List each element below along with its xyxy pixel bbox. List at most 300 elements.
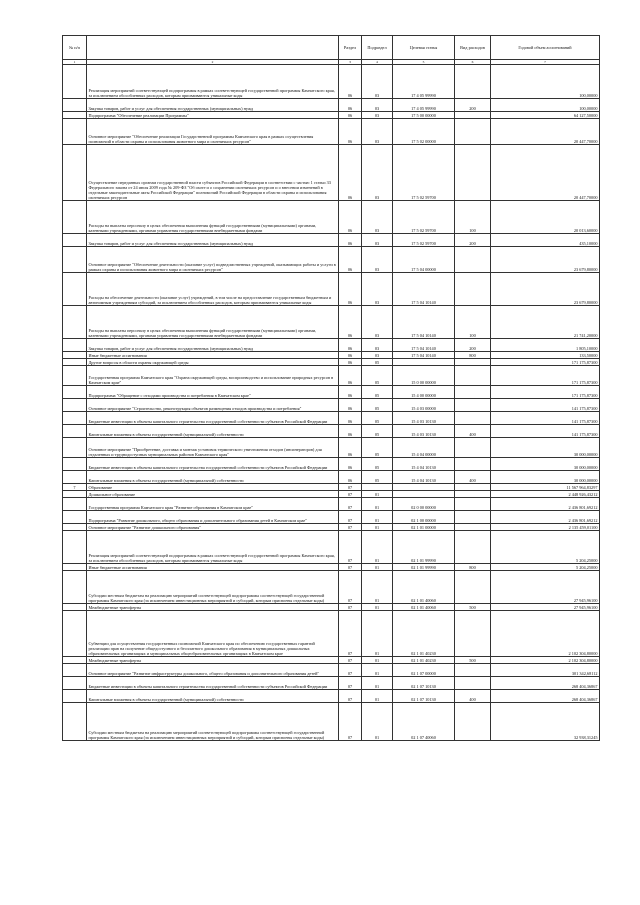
row-name: Подпрограмма "Развитие дошкольного, общего образования и дополнительного образования детей в Камчатском крае"	[87, 511, 339, 524]
row-subsection: 01	[362, 498, 393, 511]
row-subsection: 01	[362, 571, 393, 604]
table-row	[63, 498, 600, 511]
row-subsection: 05	[362, 458, 393, 471]
table-row	[63, 703, 600, 741]
row-expense-type	[455, 571, 491, 604]
row-amount: 171 175,87300	[491, 366, 600, 386]
row-section: 06	[339, 366, 362, 386]
row-number	[63, 201, 87, 234]
row-expense-type	[455, 412, 491, 425]
row-name: Межбюджетные трансферты	[87, 604, 339, 611]
header-expense-type: Вид расходов	[455, 36, 491, 60]
row-name: Бюджетные инвестиции в объекты капитального строительства государственной собственности субъектов Российской Федерации	[87, 412, 339, 425]
budget-table-page	[62, 35, 599, 741]
row-subsection: 03	[362, 273, 393, 306]
row-subsection: 03	[362, 99, 393, 112]
row-amount: 268 404,36867	[491, 690, 600, 703]
row-expense-type	[455, 119, 491, 145]
row-amount: 21 741,20000	[491, 306, 600, 339]
row-subsection: 03	[362, 112, 393, 119]
row-name: Расходы на выплаты персоналу в целях обеспечения выполнения функций государственными (муниципальными) органами, казенными учреждениями, органами управления государственными внебюджетными фондами	[87, 306, 339, 339]
row-number	[63, 412, 87, 425]
table-row	[63, 247, 600, 273]
table-row	[63, 531, 600, 564]
row-section: 06	[339, 306, 362, 339]
table-row	[63, 511, 600, 524]
row-name: Иные бюджетные ассигнования	[87, 564, 339, 571]
row-section: 06	[339, 273, 362, 306]
row-number	[63, 458, 87, 471]
row-target-article: 02 1 01 40230	[393, 657, 455, 664]
header-target-article: Целевая статья	[393, 36, 455, 60]
row-name: Межбюджетные трансферты	[87, 657, 339, 664]
row-number	[63, 611, 87, 657]
column-number: 5	[393, 60, 455, 65]
row-target-article: 17 5 04 10140	[393, 339, 455, 352]
row-number	[63, 273, 87, 306]
table-row	[63, 604, 600, 611]
table-row	[63, 112, 600, 119]
row-expense-type: 500	[455, 604, 491, 611]
row-section: 06	[339, 412, 362, 425]
row-number	[63, 491, 87, 498]
row-subsection: 03	[362, 339, 393, 352]
row-target-article: 17 5 04 10140	[393, 352, 455, 359]
row-expense-type	[455, 664, 491, 677]
header-section: Раздел	[339, 36, 362, 60]
row-expense-type: 200	[455, 339, 491, 352]
row-amount: 435,10000	[491, 234, 600, 247]
row-number	[63, 99, 87, 112]
row-number	[63, 438, 87, 458]
row-subsection: 01	[362, 564, 393, 571]
row-number	[63, 703, 87, 741]
row-number	[63, 352, 87, 359]
row-expense-type	[455, 399, 491, 412]
row-subsection: 03	[362, 247, 393, 273]
row-expense-type	[455, 438, 491, 458]
table-row	[63, 611, 600, 657]
row-expense-type	[455, 703, 491, 741]
row-target-article: 02 1 01 40230	[393, 611, 455, 657]
table-row	[63, 657, 600, 664]
row-amount: 20 447,70000	[491, 145, 600, 201]
row-target-article	[393, 359, 455, 366]
row-expense-type	[455, 65, 491, 99]
row-name: Государственная программа Камчатского края "Развитие образования в Камчатском крае"	[87, 498, 339, 511]
row-target-article: 15 4 03 10130	[393, 425, 455, 438]
row-subsection: 05	[362, 399, 393, 412]
row-expense-type	[455, 611, 491, 657]
row-name: Основное мероприятие "Развитие дошкольного образования"	[87, 524, 339, 531]
row-name: Подпрограмма "Обращение с отходами производства и потребления в Камчатском крае"	[87, 386, 339, 399]
row-amount: 268 404,36867	[491, 677, 600, 690]
row-target-article: 15 4 04 10130	[393, 458, 455, 471]
row-amount: 141 175,87300	[491, 412, 600, 425]
row-section: 07	[339, 677, 362, 690]
row-expense-type: 100	[455, 201, 491, 234]
row-name: Реализация мероприятий соответствующей подпрограммы в рамках соответствующей государственной программы Камчатского края, за исключением обособленных расходов, которым присваиваются уникальные коды	[87, 531, 339, 564]
row-subsection: 05	[362, 359, 393, 366]
row-name: Иные бюджетные ассигнования	[87, 352, 339, 359]
row-amount: 2 102 304,80000	[491, 657, 600, 664]
row-target-article: 02 1 07 10130	[393, 677, 455, 690]
row-target-article: 02 1 01 99990	[393, 531, 455, 564]
table-row	[63, 677, 600, 690]
row-number	[63, 571, 87, 604]
row-section: 07	[339, 511, 362, 524]
row-number: 7	[63, 484, 87, 491]
table-row	[63, 425, 600, 438]
row-subsection: 01	[362, 690, 393, 703]
row-section: 06	[339, 339, 362, 352]
row-name: Осуществление переданных органам государственной власти субъектов Российской Федерации в соответствии с частью 1 статьи 33 Федерального закона от 24 июля 2009 года № 209-ФЗ "Об охоте и о сохранении охотничьих ресурсов и о внесении изменений в отдельные законодательные акты Российской Федерации" полномочий Российской Федерации в области охраны и использования охотничьих ресурсов	[87, 145, 339, 201]
table-row	[63, 471, 600, 484]
row-number	[63, 664, 87, 677]
row-section: 07	[339, 604, 362, 611]
row-subsection: 01	[362, 657, 393, 664]
row-number	[63, 366, 87, 386]
row-expense-type	[455, 145, 491, 201]
row-section: 06	[339, 99, 362, 112]
table-row	[63, 412, 600, 425]
row-amount: 64 127,50000	[491, 112, 600, 119]
row-number	[63, 339, 87, 352]
row-expense-type	[455, 359, 491, 366]
row-target-article: 15 4 03 10130	[393, 412, 455, 425]
row-section: 06	[339, 119, 362, 145]
row-amount: 11 567 964,83297	[491, 484, 600, 491]
row-amount: 23 679,80000	[491, 247, 600, 273]
row-subsection: 01	[362, 664, 393, 677]
table-row	[63, 571, 600, 604]
row-number	[63, 564, 87, 571]
row-subsection: 01	[362, 511, 393, 524]
budget-table	[62, 35, 600, 741]
row-name: Субсидии местным бюджетам на реализацию мероприятий соответствующей подпрограммы соответствующей государственной программы Камчатского края (за исключением инвестиционных мероприятий и субсидий, которым присвоены отдельные коды)	[87, 571, 339, 604]
table-row	[63, 145, 600, 201]
row-expense-type	[455, 386, 491, 399]
row-expense-type	[455, 273, 491, 306]
row-name: Расходы на обеспечение деятельности (оказание услуг) учреждений, в том числе на предоставление государственным бюджетным и автономным учреждениям субсидий, за исключением обособленных расходов, которым присваиваются уникальные коды	[87, 273, 339, 306]
table-row	[63, 306, 600, 339]
row-amount: 23 679,80000	[491, 273, 600, 306]
row-expense-type: 500	[455, 657, 491, 664]
row-amount: 27 945,96100	[491, 604, 600, 611]
row-subsection: 03	[362, 65, 393, 99]
row-number	[63, 399, 87, 412]
row-number	[63, 234, 87, 247]
row-amount: 2 436 801,69212	[491, 511, 600, 524]
row-subsection	[362, 484, 393, 491]
row-number	[63, 119, 87, 145]
row-amount: 301 342,68112	[491, 664, 600, 677]
table-body	[63, 65, 600, 741]
row-section: 07	[339, 571, 362, 604]
row-amount: 30 000,00000	[491, 458, 600, 471]
header-annual-amount: Годовой объем ассигнований	[491, 36, 600, 60]
row-number	[63, 677, 87, 690]
row-section: 07	[339, 498, 362, 511]
table-row	[63, 119, 600, 145]
row-number	[63, 657, 87, 664]
row-amount: 1 805,10000	[491, 339, 600, 352]
row-subsection: 03	[362, 201, 393, 234]
row-section: 06	[339, 247, 362, 273]
row-amount: 2 436 801,69212	[491, 498, 600, 511]
row-amount: 5 204,25000	[491, 564, 600, 571]
row-section: 06	[339, 65, 362, 99]
row-amount: 30 000,00000	[491, 471, 600, 484]
row-target-article	[393, 491, 455, 498]
row-section: 07	[339, 524, 362, 531]
row-expense-type	[455, 458, 491, 471]
row-target-article: 17 5 02 59700	[393, 234, 455, 247]
column-number: 2	[87, 60, 339, 65]
table-row	[63, 273, 600, 306]
row-target-article: 17 5 04 10140	[393, 273, 455, 306]
row-section: 07	[339, 564, 362, 571]
row-target-article: 17 5 04 00000	[393, 247, 455, 273]
row-section: 06	[339, 438, 362, 458]
row-amount: 133,50000	[491, 352, 600, 359]
row-number	[63, 112, 87, 119]
row-number	[63, 498, 87, 511]
table-row	[63, 366, 600, 386]
row-target-article: 02 1 07 00000	[393, 664, 455, 677]
row-number	[63, 306, 87, 339]
row-section: 06	[339, 399, 362, 412]
row-target-article: 17 5 02 00000	[393, 119, 455, 145]
row-name: Закупка товаров, работ и услуг для обеспечения государственных (муниципальных) нужд	[87, 234, 339, 247]
row-number	[63, 65, 87, 99]
row-expense-type	[455, 247, 491, 273]
row-section: 06	[339, 425, 362, 438]
row-section: 07	[339, 690, 362, 703]
row-section: 06	[339, 386, 362, 399]
row-name: Капитальные вложения в объекты государственной (муниципальной) собственности	[87, 425, 339, 438]
row-amount: 20 013,60000	[491, 201, 600, 234]
row-target-article: 15 4 00 00000	[393, 386, 455, 399]
table-row	[63, 690, 600, 703]
row-name: Капитальные вложения в объекты государственной (муниципальной) собственности	[87, 690, 339, 703]
table-row	[63, 201, 600, 234]
row-subsection: 03	[362, 352, 393, 359]
row-section: 06	[339, 458, 362, 471]
row-amount: 5 204,25000	[491, 531, 600, 564]
row-subsection: 05	[362, 366, 393, 386]
row-subsection: 01	[362, 531, 393, 564]
row-name: Капитальные вложения в объекты государственной (муниципальной) собственности	[87, 471, 339, 484]
row-number	[63, 145, 87, 201]
table-row	[63, 399, 600, 412]
row-subsection: 01	[362, 524, 393, 531]
row-target-article: 02 1 00 00000	[393, 511, 455, 524]
row-subsection: 05	[362, 438, 393, 458]
table-row	[63, 524, 600, 531]
table-row	[63, 386, 600, 399]
row-number	[63, 524, 87, 531]
row-name: Основное мероприятие "Обеспечение реализации Государственной программы Камчатского края в рамках осуществления полномочий в области охраны и использования животного мира и охотничьих ресурсов"	[87, 119, 339, 145]
table-row	[63, 234, 600, 247]
row-expense-type: 400	[455, 471, 491, 484]
row-expense-type: 200	[455, 99, 491, 112]
row-name: Основное мероприятие "Развитие инфраструктуры дошкольного, общего образования и дополнительного образования детей"	[87, 664, 339, 677]
row-expense-type: 400	[455, 690, 491, 703]
row-expense-type	[455, 498, 491, 511]
row-target-article	[393, 484, 455, 491]
row-target-article: 02 0 00 00000	[393, 498, 455, 511]
row-section: 07	[339, 664, 362, 677]
row-name: Бюджетные инвестиции в объекты капитального строительства государственной собственности субъектов Российской Федерации	[87, 677, 339, 690]
row-expense-type	[455, 511, 491, 524]
table-row	[63, 352, 600, 359]
row-number	[63, 386, 87, 399]
row-amount: 141 175,87300	[491, 425, 600, 438]
row-name: Реализация мероприятий соответствующей подпрограммы в рамках соответствующей государственной программы Камчатского края, за исключением обособленных расходов, которым присваиваются уникальные коды	[87, 65, 339, 99]
row-amount: 141 175,87300	[491, 399, 600, 412]
row-amount: 171 175,87300	[491, 359, 600, 366]
row-number	[63, 425, 87, 438]
row-subsection: 01	[362, 677, 393, 690]
table-row	[63, 484, 600, 491]
row-number	[63, 604, 87, 611]
row-expense-type: 800	[455, 564, 491, 571]
row-name: Субсидии местным бюджетам на реализацию мероприятий соответствующей подпрограммы соответствующей государственной программы Камчатского края (за исключением инвестиционных мероприятий и субсидий, которым присвоены отдельные коды)	[87, 703, 339, 741]
row-subsection: 01	[362, 604, 393, 611]
row-subsection: 03	[362, 119, 393, 145]
row-target-article: 02 1 01 99990	[393, 564, 455, 571]
row-subsection: 01	[362, 611, 393, 657]
row-section: 07	[339, 657, 362, 664]
row-number	[63, 359, 87, 366]
row-section: 07	[339, 491, 362, 498]
row-expense-type	[455, 677, 491, 690]
row-target-article: 02 1 01 40060	[393, 571, 455, 604]
row-target-article: 17 5 02 59700	[393, 201, 455, 234]
row-section: 06	[339, 145, 362, 201]
table-row	[63, 458, 600, 471]
row-target-article: 15 0 00 00000	[393, 366, 455, 386]
row-section: 07	[339, 531, 362, 564]
row-subsection: 01	[362, 703, 393, 741]
row-target-article: 02 1 07 40060	[393, 703, 455, 741]
table-row	[63, 438, 600, 458]
row-name: Другие вопросы в области охраны окружающей среды	[87, 359, 339, 366]
row-amount: 2 102 304,80000	[491, 611, 600, 657]
row-target-article: 02 1 07 10130	[393, 690, 455, 703]
row-name: Государственная программа Камчатского края "Охрана окружающей среды, воспроизводство и использование природных ресурсов в Камчатском крае"	[87, 366, 339, 386]
row-subsection: 05	[362, 425, 393, 438]
row-expense-type	[455, 484, 491, 491]
column-number: 1	[63, 60, 87, 65]
header-subsection: Подраздел	[362, 36, 393, 60]
row-expense-type	[455, 524, 491, 531]
row-target-article: 17 4 05 99990	[393, 65, 455, 99]
row-amount: 100,00000	[491, 99, 600, 112]
row-section: 07	[339, 703, 362, 741]
column-number: 3	[339, 60, 362, 65]
row-amount: 32 938,31245	[491, 703, 600, 741]
header-name	[87, 36, 339, 60]
table-row	[63, 564, 600, 571]
row-number	[63, 531, 87, 564]
row-name: Основное мероприятие "Приобретение, доставка и монтаж установок термического уничтожения отходов (инсинераторов) для отдаленных и труднодоступных муниципальных районов Камчатского края"	[87, 438, 339, 458]
table-row	[63, 65, 600, 99]
row-subsection: 01	[362, 491, 393, 498]
row-expense-type	[455, 491, 491, 498]
row-section: 07	[339, 484, 362, 491]
row-amount: 171 175,87300	[491, 386, 600, 399]
row-target-article: 02 1 01 40060	[393, 604, 455, 611]
row-target-article: 02 1 01 00000	[393, 524, 455, 531]
row-expense-type: 100	[455, 306, 491, 339]
row-section: 06	[339, 112, 362, 119]
row-section: 07	[339, 611, 362, 657]
header-row	[63, 36, 600, 60]
row-target-article: 17 5 00 00000	[393, 112, 455, 119]
row-subsection: 03	[362, 306, 393, 339]
row-target-article: 17 4 05 99990	[393, 99, 455, 112]
table-row	[63, 491, 600, 498]
row-target-article: 17 5 02 59700	[393, 145, 455, 201]
row-section: 06	[339, 359, 362, 366]
row-expense-type	[455, 531, 491, 564]
row-name: Дошкольное образование	[87, 491, 339, 498]
row-name: Основное мероприятие "Строительство, реконструкция объектов размещения отходов производства и потребления"	[87, 399, 339, 412]
table-row	[63, 664, 600, 677]
row-expense-type: 800	[455, 352, 491, 359]
column-number: 7	[491, 60, 600, 65]
row-name: Субвенции для осуществления государственных полномочий Камчатского края по обеспечению государственных гарантий реализации прав на получение общедоступного и бесплатного дошкольного образования в муниципальных дошкольных образовательных организациях и муниципальных общеобразовательных организациях в Камчатском крае	[87, 611, 339, 657]
row-target-article: 15 4 04 10130	[393, 471, 455, 484]
column-number: 4	[362, 60, 393, 65]
row-name: Закупка товаров, работ и услуг для обеспечения государственных (муниципальных) нужд	[87, 99, 339, 112]
row-number	[63, 511, 87, 524]
row-expense-type	[455, 366, 491, 386]
row-name: Подпрограмма "Обеспечение реализации Программы"	[87, 112, 339, 119]
row-section: 06	[339, 234, 362, 247]
header-number: № п/п	[63, 36, 87, 60]
row-name: Образование	[87, 484, 339, 491]
row-section: 06	[339, 352, 362, 359]
row-expense-type: 200	[455, 234, 491, 247]
row-name: Закупка товаров, работ и услуг для обеспечения государственных (муниципальных) нужд	[87, 339, 339, 352]
row-subsection: 03	[362, 145, 393, 201]
table-row	[63, 339, 600, 352]
row-subsection: 05	[362, 471, 393, 484]
row-target-article: 15 4 04 00000	[393, 438, 455, 458]
row-amount: 2 448 926,43212	[491, 491, 600, 498]
row-number	[63, 471, 87, 484]
row-subsection: 03	[362, 234, 393, 247]
row-subsection: 05	[362, 386, 393, 399]
column-number: 6	[455, 60, 491, 65]
row-amount: 27 945,96100	[491, 571, 600, 604]
row-name: Бюджетные инвестиции в объекты капитального строительства государственной собственности субъектов Российской Федерации	[87, 458, 339, 471]
row-subsection: 05	[362, 412, 393, 425]
row-name: Расходы на выплаты персоналу в целях обеспечения выполнения функций государственными (муниципальными) органами, казенными учреждениями, органами управления государственными внебюджетными фондами	[87, 201, 339, 234]
row-section: 06	[339, 201, 362, 234]
row-name: Основное мероприятие "Обеспечение деятельности (оказание услуг) подведомственных учреждений, оказывающих работы и услуги в рамках охраны и использования животного мира и охотничьих ресурсов"	[87, 247, 339, 273]
row-number	[63, 247, 87, 273]
row-amount: 2 135 459,01100	[491, 524, 600, 531]
row-target-article: 17 5 04 10140	[393, 306, 455, 339]
row-amount: 100,00000	[491, 65, 600, 99]
row-amount: 30 000,00000	[491, 438, 600, 458]
row-section: 06	[339, 471, 362, 484]
row-number	[63, 690, 87, 703]
